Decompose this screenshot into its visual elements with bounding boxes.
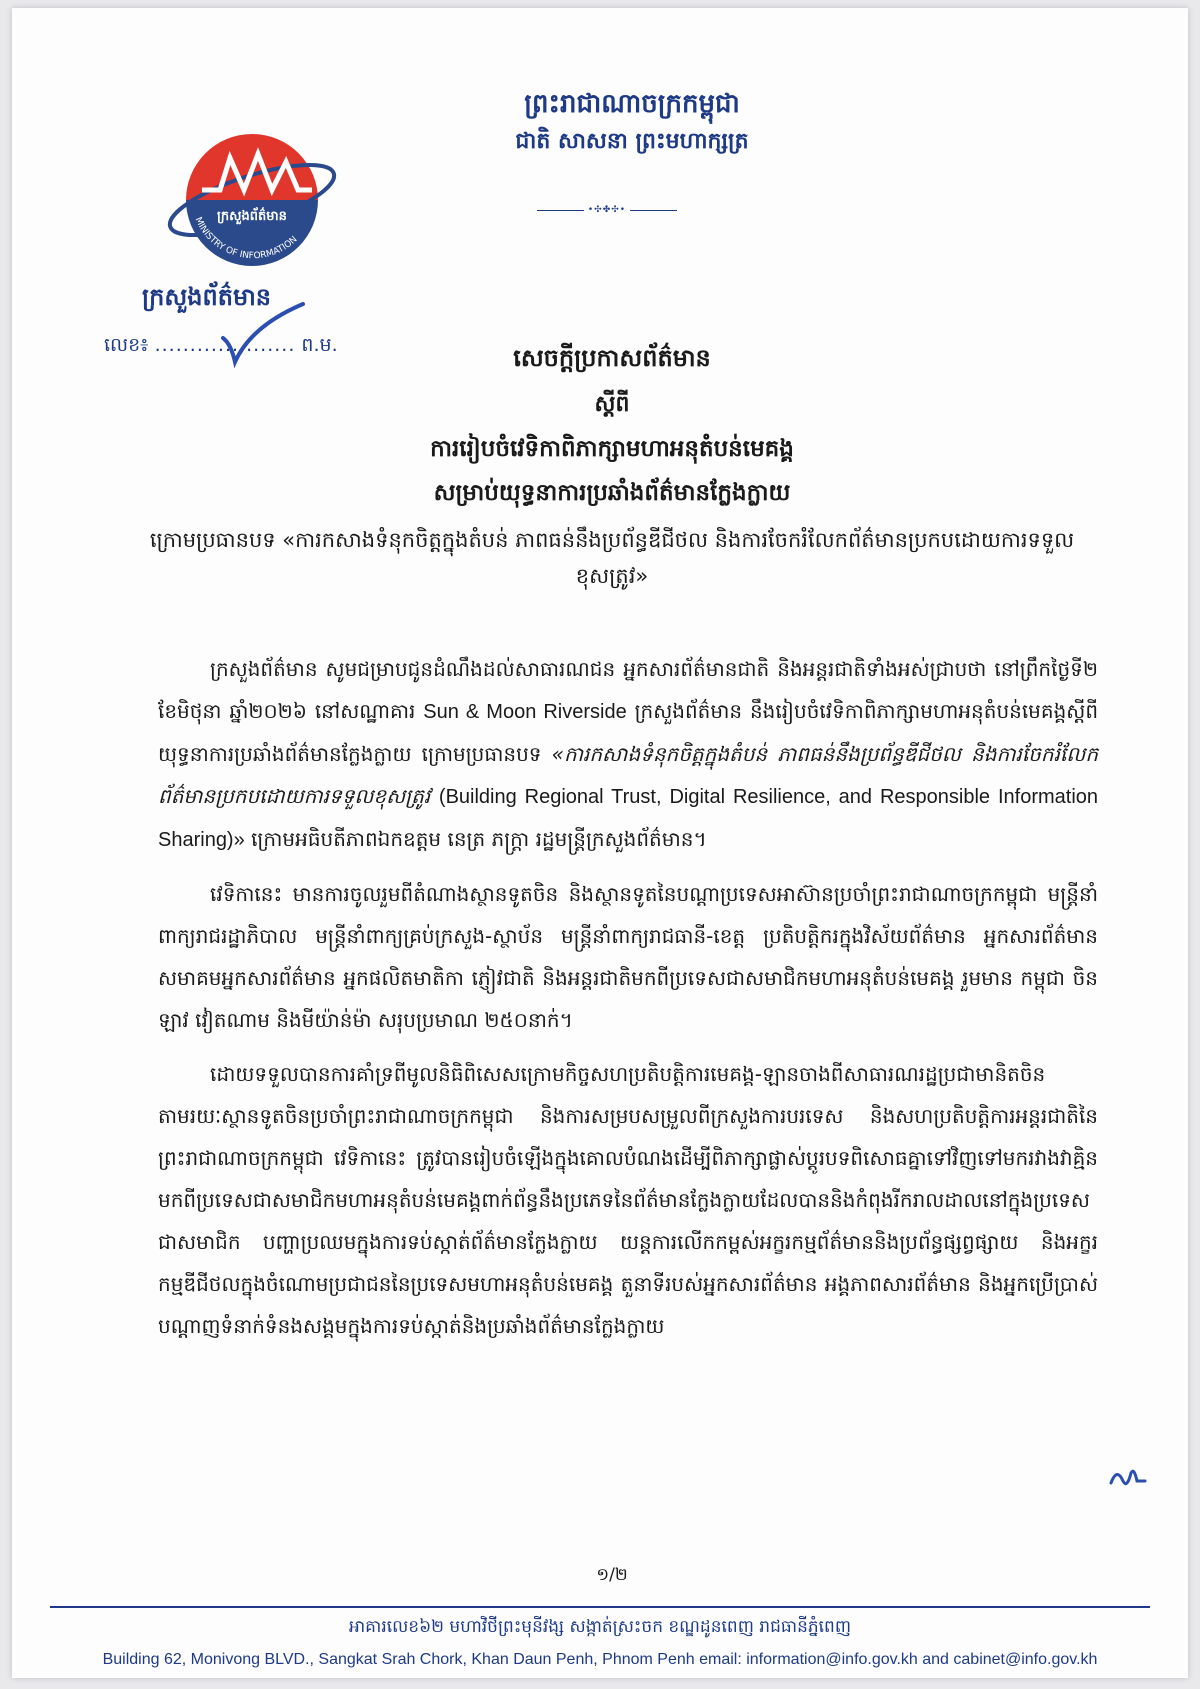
kingdom-name: ព្រះរាជាណាចក្រកម្ពុជា [524,89,740,119]
header-divider-ornament: •✣✤✣• [537,206,677,214]
national-header [412,84,852,160]
footer-address-en: Building 62, Monivong BLVD., Sangkat Srah Chork, Khan Daun Penh, Phnom Penh email: information@info.gov.kh and cabinet@info.gov.kh [102,1651,1098,1668]
ref-label: លេខ៖ [104,334,149,356]
document-about: ស្ដីពី [594,392,630,417]
event-title-line2: សម្រាប់យុទ្ធនាការប្រឆាំងព័ត៌មានក្លែងក្លាយ [433,480,791,506]
logo-text-en: MINISTRY OF INFORMATION [192,215,300,262]
venue-name: Sun & Moon Riverside [423,701,627,723]
national-motto: ជាតិ សាសនា ព្រះមហាក្សត្រ [515,129,749,154]
theme-en: (Building Regional Trust, Digital Resilience, and Responsible Information Sharing)» [158,786,1099,851]
event-title-line1: ការរៀបចំវេទិកាពិភាក្សាមហាអនុតំបន់មេគង្គ [430,436,794,462]
document-title: សេចក្ដីប្រកាសព័ត៌មាន [513,344,711,372]
footer-divider [50,1606,1150,1608]
page-number: ១/២ [596,1565,628,1585]
logo-text-km: ក្រសួងព័ត៌មាន [217,209,287,224]
paragraph-3: ដោយទទួលបានការគាំទ្រពីមូលនិធិពិសេសក្រោមកិច្ចសហប្រតិបត្តិការមេគង្គ-ឡានចាងពីសាធារណរដ្ឋប្រជាមានិតចិន តាមរយៈស្ថានទូតចិនប្រចាំព្រះរាជាណាចក្រកម្ពុជា និងការសម្របសម្រួលពីក្រសួងការបរទេស និងសហប្រតិបត្តិការអន្តរជាតិនៃព្រះរាជាណាចក្រកម្ពុជា វេទិកានេះ ត្រូវបានរៀបចំឡើងក្នុងគោលបំណងដើម្បីពិភាក្សាផ្លាស់ប្ដូរបទពិសោធគ្នាទៅវិញទៅមករវាងវាគ្មិនមកពីប្រទេសជាសមាជិកមហាអនុតំបន់មេគង្គពាក់ព័ន្ធនឹងប្រភេទនៃព័ត៌មានក្លែងក្លាយដែលបាននិងកំពុងរីករាលដាលនៅក្នុងប្រទេសជាសមាជិក បញ្ហាប្រឈមក្នុងការទប់ស្កាត់ព័ត៌មានក្លែងក្លាយ យន្តការលើកកម្ពស់អក្ខរកម្មព័ត៌មាននិងប្រព័ន្ធផ្សព្វផ្សាយ និងអក្ខរកម្មឌីជីថលក្នុងចំណោមប្រជាជននៃប្រទេសមហាអនុតំបន់មេគង្គ តួនាទីរបស់អ្នកសារព័ត៌មាន អង្គភាពសារព័ត៌មាន និងអ្នកប្រើប្រាស់បណ្ដាញទំនាក់ទំនងសង្គមក្នុងការទប់ស្កាត់និងប្រឆាំងព័ត៌មានក្លែងក្លាយ [158,1062,1098,1338]
footer-address-km: អាគារលេខ៦២ មហាវិថីព្រះមុនីវង្ស សង្កាត់ស្រះចក ខណ្ឌដូនពេញ រាជធានីភ្នំពេញ [348,1617,852,1637]
ref-suffix: ព.ម. [301,334,338,356]
document-body [158,648,1098,1359]
document-page [12,8,1188,1678]
paragraph-1: ក្រសួងព័ត៌មាន សូមជម្រាបជូនដំណឹងដល់សាធារណជន អ្នកសារព័ត៌មានជាតិ និងអន្តរជាតិទាំងអស់ជ្រាបថា នៅព្រឹកថ្ងៃទី២ ខែមិថុនា ឆ្នាំ២០២៦ នៅសណ្ឋាគារ Sun & Moon Riverside ក្រសួងព័ត៌មាន នឹងរៀបចំវេទិកាពិភាក្សាមហាអនុតំបន់មេគង្គស្ដីពីយុទ្ធនាការប្រឆាំងព័ត៌មានក្លែងក្លាយ ក្រោមប្រធានបទ «ការកសាងទំនុកចិត្តក្នុងតំបន់ ភាពធន់នឹងប្រព័ន្ធឌីជីថល និងការចែករំលែកព័ត៌មានប្រកបដោយការទទួលខុសត្រូវ (Building Regional Trust, Digital Resilience, and Responsible Information Sharing)» ក្រោមអធិបតីភាពឯកឧត្តម នេត្រ ភក្ត្រា រដ្ឋមន្ត្រីក្រសួងព័ត៌មាន។ [158,657,1099,851]
ministry-name: ក្រសួងព័ត៌មាន [142,283,272,311]
paragraph-2: វេទិកានេះ មានការចូលរួមពីតំណាងស្ថានទូតចិន និងស្ថានទូតនៃបណ្ដាប្រទេសអាស៊ានប្រចាំព្រះរាជាណាចក្រកម្ពុជា មន្ត្រីនាំពាក្យរាជរដ្ឋាភិបាល មន្ត្រីនាំពាក្យគ្រប់ក្រសួង-ស្ថាប័ន មន្ត្រីនាំពាក្យរាជធានី-ខេត្ត ប្រតិបត្តិករក្នុងវិស័យព័ត៌មាន អ្នកសារព័ត៌មាន សមាគមអ្នកសារព័ត៌មាន អ្នកផលិតមាតិកា ភ្ញៀវជាតិ និងអន្តរជាតិមកពីប្រទេសជាសមាជិកមហាអនុតំបន់មេគង្គ រួមមាន កម្ពុជា ចិន ឡាវ វៀតណាម និងមីយ៉ាន់ម៉ា សរុបប្រមាណ ២៥០នាក់។ [158,882,1098,1032]
event-theme: ក្រោមប្រធានបទ «ការកសាងទំនុកចិត្តក្នុងតំបន់ ភាពធន់នឹងប្រព័ន្ធឌីជីថល និងការចែករំលែកព័ត៌មានប្រកបដោយការទទួលខុសត្រូវ» [149,528,1075,588]
handwritten-initial-icon [1107,1463,1147,1491]
ministry-logo-icon [162,120,342,280]
theme-km-italic: «ការកសាងទំនុកចិត្តក្នុងតំបន់ ភាពធន់នឹងប្រព័ន្ធឌីជីថល និងការចែករំលែកព័ត៌មានប្រកបដោយការទទួលខុសត្រូវ [158,742,1099,808]
ref-dots: .................... [154,334,296,356]
